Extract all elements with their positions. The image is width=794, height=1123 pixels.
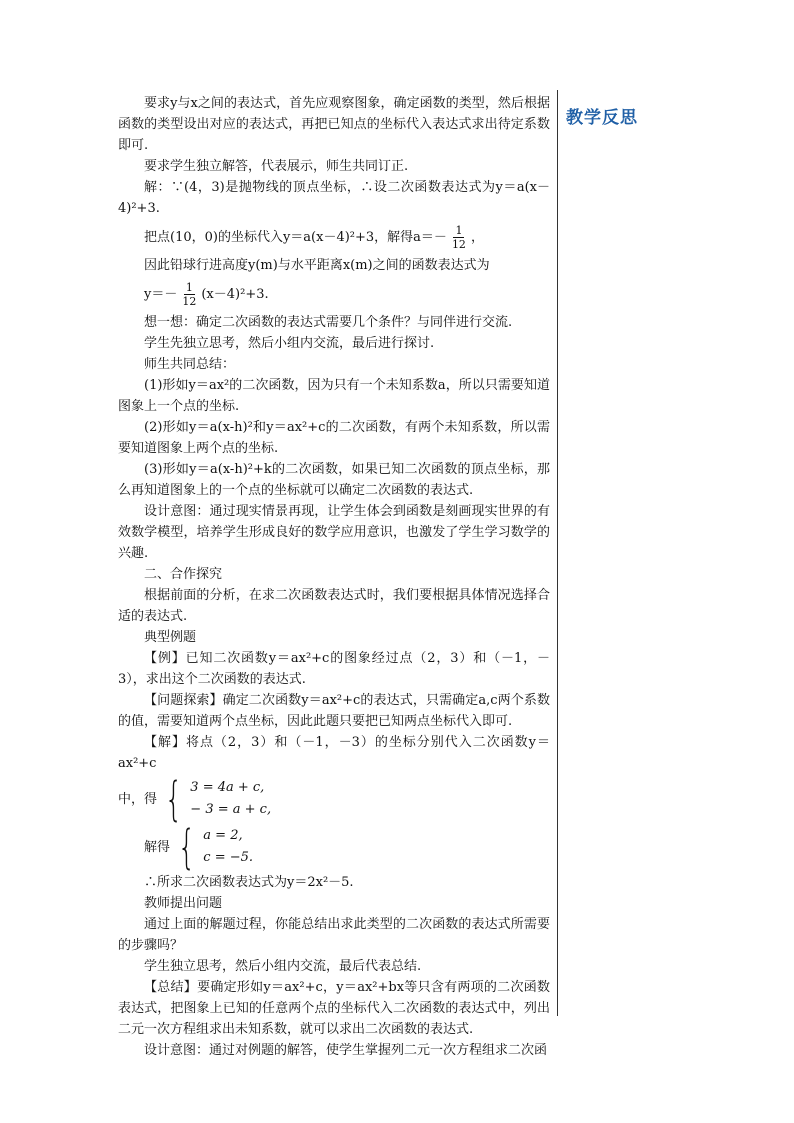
fraction-denominator: 12 <box>182 294 197 308</box>
problem-exploration: 【问题探索】确定二次函数y＝ax²+c的表达式，只需确定a,c两个系数的值，需要知道两个点坐标，因此此题只要把已知两点坐标代入即可. <box>118 693 550 729</box>
system-prefix: 解得 <box>144 839 171 855</box>
solution-text: 把点(10，0)的坐标代入y＝a(x－4)²+3，解得a＝－ <box>144 229 447 245</box>
equation-1: 3 = 4a + c, <box>190 780 265 795</box>
paragraph-5: 因此铅球行进高度y(m)与水平距离x(m)之间的函数表达式为 <box>144 258 490 273</box>
column-divider <box>557 90 558 1016</box>
question-paragraph: 通过上面的解题过程，你能总结出求此类型的二次函数的表达式所需要的步骤吗？ <box>118 917 550 953</box>
paragraph-3: 解：∵(4，3)是抛物线的顶点坐标，∴设二次函数表达式为y＝a(x－4)²+3. <box>118 180 550 216</box>
result-paragraph: ∴所求二次函数表达式为y＝2x²－5. <box>144 875 354 890</box>
expression-start: y＝－ <box>144 286 178 302</box>
system-prefix: 中，得 <box>118 791 158 807</box>
fraction <box>180 281 198 308</box>
paragraph-2: 要求学生独立解答，代表展示，师生共同订正. <box>144 159 409 174</box>
side-column-title: 教学反思 <box>566 108 638 128</box>
fraction <box>450 224 468 251</box>
summary-paragraph: 【总结】要确定形如y＝ax²+c，y＝ax²+bx等只含有两项的二次函数表达式，把图象上已知的任意两个点的坐标代入二次函数的表达式中，列出二元一次方程组求出未知系数，就可以求出二次函数的表达式. <box>118 980 550 1037</box>
expression-end: (x－4)²+3. <box>201 286 269 302</box>
system-equations <box>190 777 271 821</box>
paragraph-7: 想一想：确定二次函数的表达式需要几个条件？与同伴进行交流. <box>144 315 513 330</box>
equation-2: c = −5. <box>203 850 254 865</box>
solution-paragraph: 【解】将点（2，3）和（－1，－3）的坐标分别代入二次函数y＝ax²+c <box>118 735 550 771</box>
solution-line-fraction <box>144 219 550 255</box>
teacher-question-heading: 教师提出问题 <box>144 896 223 911</box>
main-content <box>118 93 550 1061</box>
example-heading: 典型例题 <box>144 630 197 645</box>
fraction-denominator: 12 <box>451 237 466 251</box>
paragraph-8: 学生先独立思考，然后小组内交流，最后进行探讨. <box>144 336 435 351</box>
paragraph-11: (2)形如y＝a(x-h)²和y＝ax²+c的二次函数，有两个未知系数，所以需要知道图象上两个点的坐标. <box>118 420 550 456</box>
fraction-numerator: 1 <box>455 223 463 237</box>
paragraph-1: 要求y与x之间的表达式，首先应观察图象，确定函数的类型，然后根据函数的类型设出对应的表达式，再把已知点的坐标代入表达式求出待定系数即可. <box>118 96 550 153</box>
paragraph-13: 设计意图：通过现实情景再现，让学生体会到函数是刻画现实世界的有效数学模型，培养学生形成良好的数学应用意识，也激发了学生学习数学的兴趣. <box>118 504 550 561</box>
equation-1: a = 2, <box>203 828 243 843</box>
example-paragraph: 【例】已知二次函数y＝ax²+c的图象经过点（2，3）和（－1，－3），求出这个二次函数的表达式. <box>118 651 550 687</box>
section-heading: 二、合作探究 <box>144 567 223 582</box>
solution-text-end: ， <box>470 229 484 245</box>
design-intent-paragraph: 设计意图：通过对例题的解答，使学生掌握列二元一次方程组求二次函 <box>144 1043 548 1058</box>
paragraph-12: (3)形如y＝a(x-h)²+k的二次函数，如果已知二次函数的顶点坐标，那么再知道图象上的一个点的坐标就可以确定二次函数的表达式. <box>118 462 550 498</box>
function-expression-line <box>144 276 550 312</box>
brace-icon: { <box>177 820 196 874</box>
equation-system-2 <box>144 820 550 874</box>
paragraph-10: (1)形如y＝ax²的二次函数，因为只有一个未知系数a，所以只需要知道图象上一个点的坐标. <box>118 378 550 414</box>
equation-system-1 <box>118 772 550 826</box>
equation-2: − 3 = a + c, <box>190 802 272 817</box>
fraction-numerator: 1 <box>185 280 193 294</box>
paragraph-15: 根据前面的分析，在求二次函数表达式时，我们要根据具体情况选择合适的表达式. <box>118 588 550 624</box>
paragraph-9: 师生共同总结： <box>144 357 236 372</box>
system-equations <box>203 825 253 869</box>
paragraph-23: 学生独立思考，然后小组内交流，最后代表总结. <box>144 959 422 974</box>
brace-icon: { <box>164 772 183 826</box>
